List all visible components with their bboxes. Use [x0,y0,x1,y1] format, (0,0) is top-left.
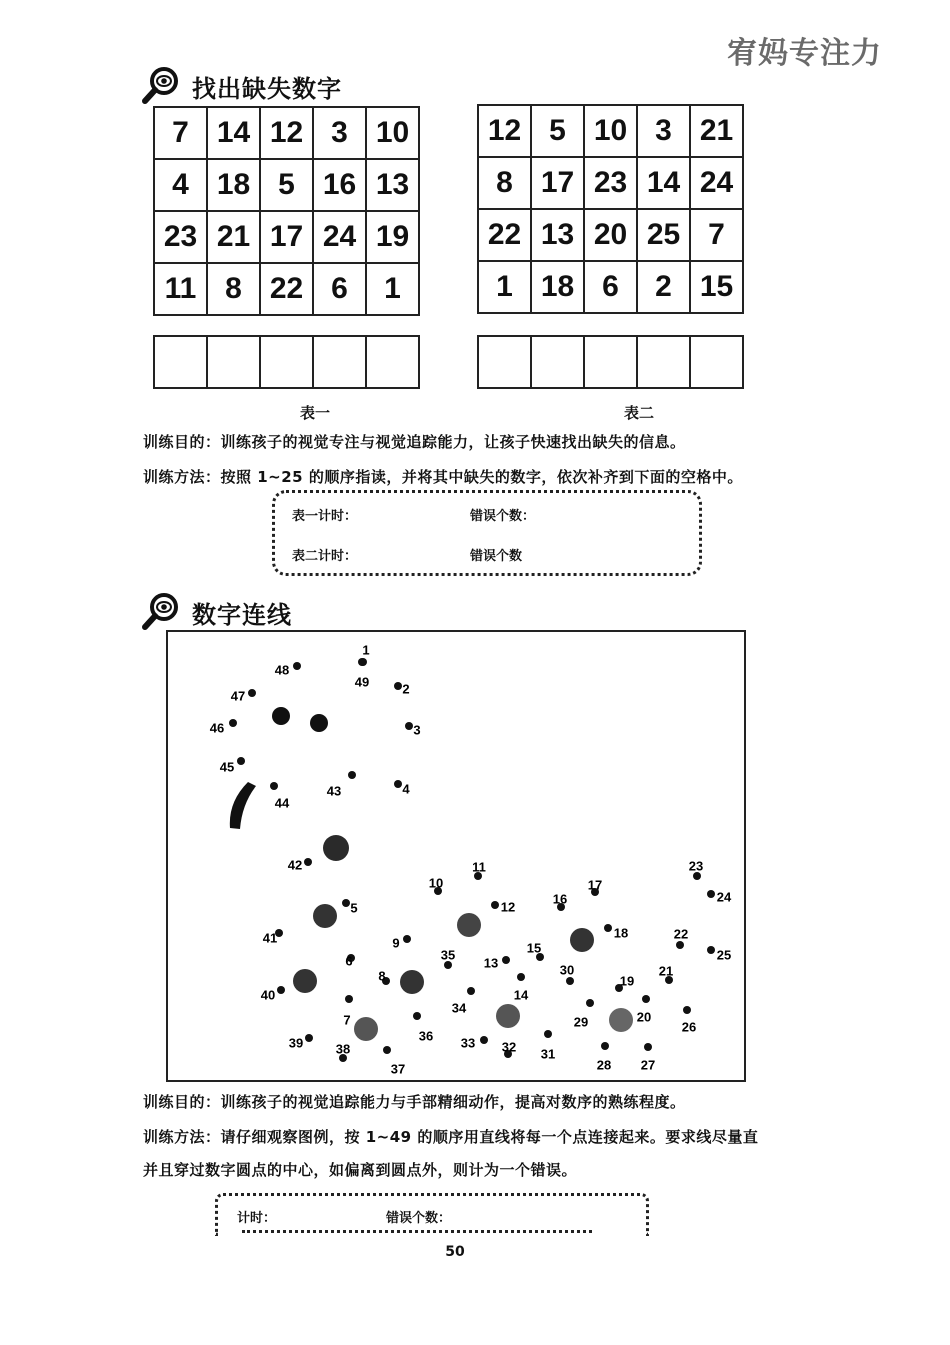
section2-heading [140,592,292,632]
answer-cell[interactable] [690,336,743,388]
dot-label: 48 [274,662,290,678]
number-cell[interactable]: 21 [690,105,743,157]
number-cell[interactable]: 12 [478,105,531,157]
dot-label: 32 [501,1039,517,1055]
dot-49[interactable] [358,658,366,666]
brand-title: 宥妈专注力 [727,36,882,71]
number-cell[interactable]: 4 [154,159,207,211]
error-label: 错误个数： [386,1211,452,1226]
number-table-2 [477,104,744,314]
table2-caption: 表二 [624,404,655,422]
dot-label: 40 [260,987,276,1003]
dot-label: 23 [688,858,704,874]
number-cell[interactable]: 20 [584,209,637,261]
number-cell[interactable]: 18 [207,159,260,211]
section1-heading [140,66,342,106]
table-row [154,263,419,315]
table-row [478,261,743,313]
dot-label: 25 [716,947,732,963]
numbered-dots [210,642,732,1076]
dot-label: 44 [274,795,290,811]
dot-26[interactable] [683,1006,691,1014]
dot-label: 45 [219,759,235,775]
dot-2[interactable] [394,682,402,690]
dot-label: 2 [402,681,410,697]
dot-14[interactable] [517,973,525,981]
number-cell[interactable]: 8 [478,157,531,209]
dot-36[interactable] [413,1012,421,1020]
number-cell[interactable]: 17 [531,157,584,209]
table-row [478,105,743,157]
magnifier-eye-icon [140,592,180,632]
number-cell[interactable]: 17 [260,211,313,263]
body-spot [457,913,481,937]
dot-label: 19 [619,973,635,989]
answer-cell[interactable] [260,336,313,388]
table-row [478,209,743,261]
timer-label: 表二计时： [292,549,358,564]
dot-5[interactable] [342,899,350,907]
number-cell[interactable]: 7 [154,107,207,159]
eye-spot [310,714,328,732]
number-cell[interactable]: 6 [313,263,366,315]
dot-27[interactable] [644,1043,652,1051]
dot-label: 16 [552,891,568,907]
dot-label: 15 [526,940,542,956]
dot-3[interactable] [405,722,413,730]
dot-label: 36 [418,1028,434,1044]
dot-42[interactable] [304,858,312,866]
number-cell[interactable]: 10 [366,107,419,159]
number-cell[interactable]: 8 [207,263,260,315]
number-cell[interactable]: 5 [260,159,313,211]
section1-title: 找出缺失数字 [192,74,342,103]
dot-13[interactable] [502,956,510,964]
dot-puzzle [168,632,744,1080]
dot-label: 12 [500,899,516,915]
number-cell[interactable]: 18 [531,261,584,313]
dot-22[interactable] [676,941,684,949]
number-cell[interactable]: 3 [637,105,690,157]
dot-label: 7 [343,1012,351,1028]
page-number: 50 [445,1244,465,1260]
number-cell[interactable]: 24 [313,211,366,263]
dot-label: 33 [460,1035,476,1051]
dot-label: 34 [451,1000,467,1016]
section2-method-line2: 并且穿过数字圆点的中心，如偏离到圆点外，则计为一个错误。 [143,1161,578,1179]
answer-cell[interactable] [207,336,260,388]
timer-label: 表一计时： [292,509,358,524]
dot-44[interactable] [270,782,278,790]
dot-label: 37 [390,1061,406,1077]
dot-31[interactable] [544,1030,552,1038]
number-cell[interactable]: 22 [478,209,531,261]
section2-purpose: 训练目的：训练孩子的视觉追踪能力与手部精细动作，提高对数序的熟练程度。 [143,1093,686,1111]
dot-40[interactable] [277,986,285,994]
dot-label: 11 [472,859,486,875]
dot-label: 28 [596,1057,612,1073]
dot-label: 17 [587,877,603,893]
dot-18[interactable] [604,924,612,932]
number-cell[interactable]: 25 [637,209,690,261]
dot-label: 22 [673,926,689,942]
dot-48[interactable] [293,662,301,670]
dot-label: 9 [392,935,400,951]
dot-puzzle-frame [166,630,746,1082]
number-cell[interactable]: 22 [260,263,313,315]
timer-label: 计时： [237,1211,277,1226]
answer-row-1 [153,335,420,389]
dot-label: 3 [413,722,421,738]
section2-method-line1: 训练方法：请仔细观察图例，按 1~49 的顺序用直线将每一个点连接起来。要求线尽量直 [143,1128,759,1146]
number-cell[interactable]: 19 [366,211,419,263]
number-cell[interactable]: 13 [531,209,584,261]
dot-43[interactable] [348,771,356,779]
number-cell[interactable]: 10 [584,105,637,157]
dot-33[interactable] [480,1036,488,1044]
body-spot [313,904,337,928]
dot-label: 47 [230,688,246,704]
answer-row-2 [477,335,744,389]
number-cell[interactable]: 5 [531,105,584,157]
body-spot [323,835,349,861]
number-cell[interactable]: 23 [584,157,637,209]
dot-12[interactable] [491,901,499,909]
table1-caption: 表一 [300,404,331,422]
dot-47[interactable] [248,689,256,697]
number-cell[interactable]: 7 [690,209,743,261]
body-spot [609,1008,633,1032]
dot-7[interactable] [345,995,353,1003]
eye-spot [272,707,290,725]
answer-cell[interactable] [478,336,531,388]
number-cell[interactable]: 23 [154,211,207,263]
dot-20[interactable] [642,995,650,1003]
dot-label: 24 [716,889,732,905]
dot-label: 26 [681,1019,697,1035]
number-cell[interactable]: 1 [478,261,531,313]
answer-cell[interactable] [154,336,207,388]
section1-method: 训练方法：按照 1~25 的顺序指读，并将其中缺失的数字，依次补齐到下面的空格中。 [143,468,743,486]
number-cell[interactable]: 1 [366,263,419,315]
dot-9[interactable] [403,935,411,943]
dot-label: 30 [559,962,575,978]
mouth-mark [230,782,256,829]
dot-label: 49 [354,674,370,690]
number-table-1 [153,106,420,316]
dot-34[interactable] [467,987,475,995]
body-spot [570,928,594,952]
body-spot [293,969,317,993]
magnifier-eye-icon [140,66,180,106]
error-label: 错误个数 [470,549,523,564]
dot-label: 14 [513,987,529,1003]
dot-label: 1 [362,642,370,658]
number-cell[interactable]: 6 [584,261,637,313]
dot-label: 29 [573,1014,589,1030]
number-cell[interactable]: 11 [154,263,207,315]
answer-cell[interactable] [637,336,690,388]
dot-25[interactable] [707,946,715,954]
dot-46[interactable] [229,719,237,727]
dot-label: 43 [326,783,342,799]
dot-label: 31 [540,1046,556,1062]
dot-label: 5 [350,900,358,916]
number-cell[interactable]: 14 [207,107,260,159]
table-row [478,157,743,209]
dot-label: 38 [335,1041,351,1057]
dot-label: 39 [288,1035,304,1051]
dot-label: 20 [636,1009,652,1025]
number-cell[interactable]: 12 [260,107,313,159]
dot-label: 6 [345,953,353,969]
number-cell[interactable]: 13 [366,159,419,211]
dot-label: 46 [209,720,225,736]
dot-30[interactable] [566,977,574,985]
dot-29[interactable] [586,999,594,1007]
dot-label: 21 [658,963,674,979]
dot-label: 10 [428,875,444,891]
number-cell[interactable]: 15 [690,261,743,313]
number-cell[interactable]: 21 [207,211,260,263]
number-cell[interactable]: 14 [637,157,690,209]
answer-cell[interactable] [584,336,637,388]
table-row [154,107,419,159]
dot-label: 27 [640,1057,656,1073]
body-spot [496,1004,520,1028]
dot-label: 8 [378,968,386,984]
dot-label: 35 [440,947,456,963]
dot-4[interactable] [394,780,402,788]
answer-cell[interactable] [313,336,366,388]
dot-label: 13 [483,955,499,971]
body-spot [354,1017,378,1041]
dot-37[interactable] [383,1046,391,1054]
number-cell[interactable]: 24 [690,157,743,209]
table-row [154,159,419,211]
table-row [154,211,419,263]
number-cell[interactable]: 2 [637,261,690,313]
number-cell[interactable]: 16 [313,159,366,211]
answer-cell[interactable] [366,336,419,388]
answer-cell[interactable] [531,336,584,388]
number-cell[interactable]: 3 [313,107,366,159]
dot-45[interactable] [237,757,245,765]
dot-label: 18 [613,925,629,941]
section2-title: 数字连线 [192,600,292,629]
error-label: 错误个数： [470,509,536,524]
dot-39[interactable] [305,1034,313,1042]
dot-label: 42 [287,857,303,873]
dot-label: 41 [262,930,278,946]
dot-label: 4 [402,781,410,797]
body-spot [400,970,424,994]
divider [242,1230,592,1233]
section1-purpose: 训练目的：训练孩子的视觉专注与视觉追踪能力，让孩子快速找出缺失的信息。 [143,433,686,451]
dot-28[interactable] [601,1042,609,1050]
dot-24[interactable] [707,890,715,898]
